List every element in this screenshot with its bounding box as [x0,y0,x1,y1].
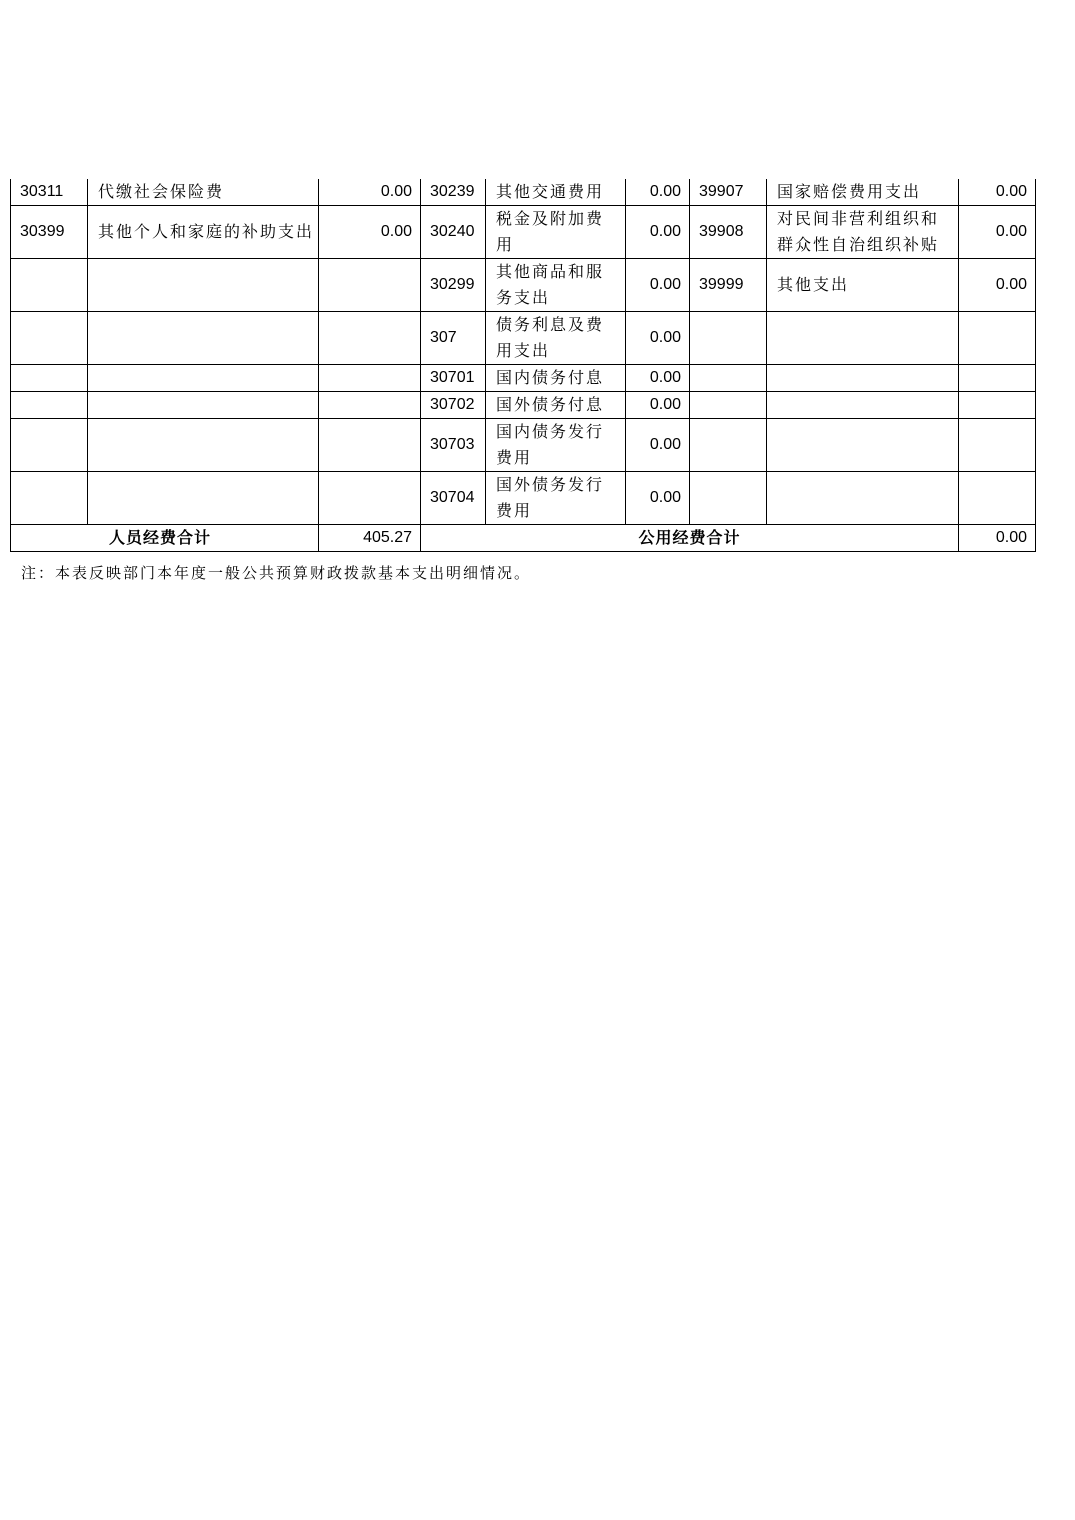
other-code [690,312,767,365]
public-item-name: 国外债务付息 [486,392,626,419]
public-item-name: 税金及附加费用 [486,206,626,259]
personnel-item-name: 其他个人和家庭的补助支出 [88,206,319,259]
table-row [11,419,1036,472]
other-item-name: 其他支出 [767,259,959,312]
other-amount [959,365,1036,392]
other-amount [959,312,1036,365]
other-code [690,365,767,392]
other-code [690,472,767,525]
table-footnote: 注：本表反映部门本年度一般公共预算财政拨款基本支出明细情况。 [21,564,532,582]
table-row [11,206,1036,259]
other-amount: 0.00 [959,206,1036,259]
other-item-name [767,419,959,472]
personnel-item-name [88,419,319,472]
other-item-name: 对民间非营利组织和群众性自治组织补贴 [767,206,959,259]
public-total-label: 公用经费合计 [421,525,959,552]
personnel-code [11,472,88,525]
public-amount: 0.00 [626,419,690,472]
public-amount: 0.00 [626,392,690,419]
public-amount: 0.00 [626,179,690,206]
public-code: 30701 [421,365,486,392]
public-code: 30240 [421,206,486,259]
other-item-name [767,392,959,419]
budget-table-container [10,179,1035,552]
other-amount [959,392,1036,419]
personnel-item-name [88,365,319,392]
other-amount [959,419,1036,472]
other-item-name [767,472,959,525]
personnel-amount [319,472,421,525]
personnel-item-name [88,392,319,419]
table-row [11,179,1036,206]
table-row [11,392,1036,419]
other-amount [959,472,1036,525]
other-code: 39999 [690,259,767,312]
other-code: 39908 [690,206,767,259]
other-code: 39907 [690,179,767,206]
personnel-amount: 0.00 [319,179,421,206]
public-amount: 0.00 [626,472,690,525]
personnel-total-label: 人员经费合计 [11,525,319,552]
personnel-amount [319,312,421,365]
table-row [11,259,1036,312]
other-amount: 0.00 [959,179,1036,206]
public-amount: 0.00 [626,312,690,365]
other-item-name [767,365,959,392]
other-code [690,392,767,419]
other-amount: 0.00 [959,259,1036,312]
personnel-item-name: 代缴社会保险费 [88,179,319,206]
totals-row [11,525,1036,552]
public-code: 30239 [421,179,486,206]
basic-expenditure-detail-table [10,179,1036,552]
personnel-total-value: 405.27 [319,525,421,552]
table-row [11,312,1036,365]
public-item-name: 国内债务付息 [486,365,626,392]
personnel-code: 30311 [11,179,88,206]
personnel-amount [319,392,421,419]
public-amount: 0.00 [626,206,690,259]
public-total-value: 0.00 [959,525,1036,552]
personnel-code [11,419,88,472]
personnel-amount [319,365,421,392]
personnel-code [11,392,88,419]
personnel-item-name [88,312,319,365]
public-code: 30702 [421,392,486,419]
public-code: 30299 [421,259,486,312]
personnel-code [11,259,88,312]
public-item-name: 其他交通费用 [486,179,626,206]
personnel-code: 30399 [11,206,88,259]
public-item-name: 国外债务发行费用 [486,472,626,525]
personnel-amount: 0.00 [319,206,421,259]
public-amount: 0.00 [626,259,690,312]
public-item-name: 国内债务发行费用 [486,419,626,472]
personnel-code [11,312,88,365]
public-code: 30704 [421,472,486,525]
personnel-amount [319,259,421,312]
personnel-amount [319,419,421,472]
public-item-name: 债务利息及费用支出 [486,312,626,365]
table-row [11,365,1036,392]
other-item-name [767,312,959,365]
public-code: 307 [421,312,486,365]
personnel-code [11,365,88,392]
personnel-item-name [88,259,319,312]
other-code [690,419,767,472]
public-item-name: 其他商品和服务支出 [486,259,626,312]
personnel-item-name [88,472,319,525]
public-amount: 0.00 [626,365,690,392]
public-code: 30703 [421,419,486,472]
table-row [11,472,1036,525]
other-item-name: 国家赔偿费用支出 [767,179,959,206]
